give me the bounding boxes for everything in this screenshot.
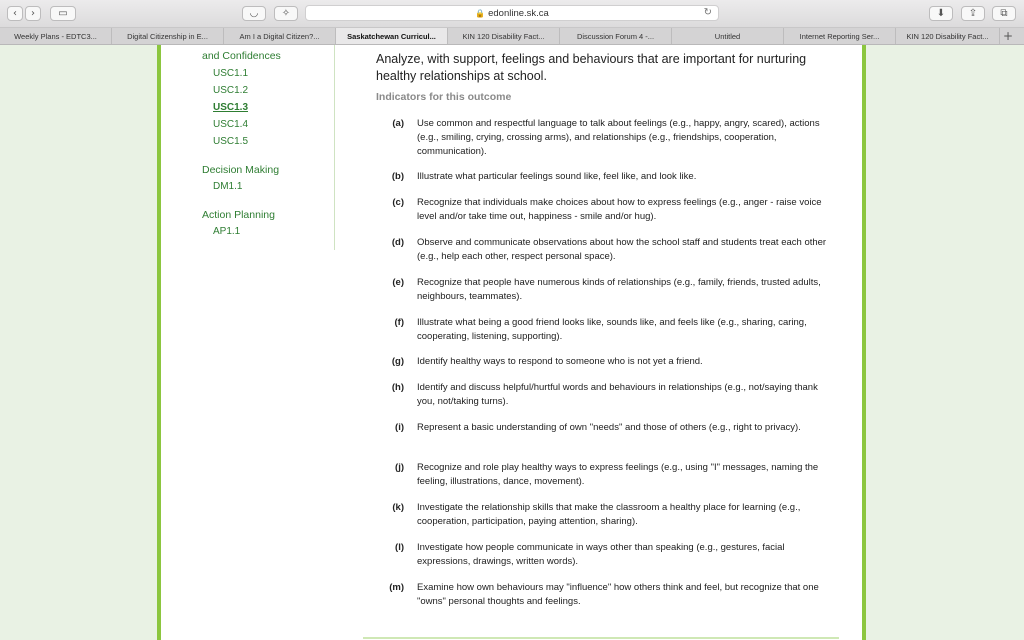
indicator-text: Identify and discuss helpful/hurtful words and behaviours in relationships (e.g., not/saying thank you, not/taking turns).	[417, 382, 818, 407]
indicator-letter: (j)	[395, 462, 404, 473]
nav-link-usc1-4[interactable]: USC1.4	[213, 119, 249, 130]
tab[interactable]: Untitled	[672, 28, 784, 44]
url-text: edonline.sk.ca	[488, 7, 549, 19]
share-button[interactable]	[961, 6, 985, 21]
indicator-letter: (i)	[395, 422, 404, 433]
downloads-button[interactable]	[929, 6, 953, 21]
nav-link-usc1-5[interactable]: USC1.5	[213, 136, 249, 147]
tab-bar	[0, 28, 1024, 45]
indicator-letter: (b)	[391, 171, 404, 182]
tabs-icon: ⧉	[1000, 8, 1008, 19]
download-icon: ⬇	[936, 8, 946, 19]
new-tab-button[interactable]	[1000, 28, 1016, 44]
nav-link-usc1-1[interactable]: USC1.1	[213, 68, 249, 79]
reload-icon[interactable]: ↻	[703, 7, 712, 18]
outcome-side-nav	[202, 45, 335, 250]
indicator-letter: (c)	[392, 197, 404, 208]
nav-group-heading: Action Planning	[202, 209, 275, 221]
nav-group-heading: Decision Making	[202, 164, 280, 176]
sidebar-icon: ▭	[58, 8, 68, 19]
indicator-text: Observe and communicate observations about how the school staff and students treat each other (e.g., help each other, respect personal space).	[417, 237, 827, 262]
indicator-text: Use common and respectful language to talk about feelings (e.g., happy, angry, scared), actions (e.g., smiling, crying, crossing arms), and relationships (e.g., friendships, cooperation, communication).	[417, 118, 820, 157]
indicator-text: Illustrate what particular feelings sound like, feel like, and look like.	[417, 171, 697, 182]
indicator-text: Recognize that individuals make choices about how to express feelings (e.g., anger - raise voice level and/or take time out, happiness - smile and/or hug).	[417, 197, 822, 222]
indicator-letter: (l)	[395, 542, 404, 553]
indicators-heading: Indicators for this outcome	[376, 91, 512, 103]
section-divider	[363, 637, 839, 639]
extension-button-2[interactable]	[274, 6, 298, 21]
indicator-letter: (f)	[394, 317, 404, 328]
indicator-text: Investigate the relationship skills that make the classroom a healthy place for learning (e.g., cooperation, participation, paying attention, sharing).	[417, 502, 801, 527]
tab[interactable]: Weekly Plans - EDTC3...	[0, 28, 112, 44]
plus-icon: +	[1002, 29, 1014, 43]
chevron-left-icon: ‹	[13, 8, 17, 19]
indicator-text: Represent a basic understanding of own "needs" and those of others (e.g., right to privacy).	[417, 422, 801, 433]
tab-active[interactable]: Saskatchewan Curricul...	[336, 28, 448, 44]
indicator-text: Investigate how people communicate in ways other than speaking (e.g., gestures, facial expressions, drawings, written words).	[417, 542, 785, 567]
indicator-letter: (h)	[391, 382, 404, 393]
sidebar-toggle-button[interactable]	[50, 6, 76, 21]
indicator-text: Examine how own behaviours may "influence" how others think and feel, but recognize that one "owns" personal thoughts and feelings.	[417, 582, 819, 607]
tab[interactable]: Digital Citizenship in E...	[112, 28, 224, 44]
nav-link-usc1-3-current[interactable]: USC1.3	[213, 102, 249, 113]
nav-group-heading: and Confidences	[202, 50, 281, 62]
indicator-letter: (k)	[392, 502, 404, 513]
tab[interactable]: Am I a Digital Citizen?...	[224, 28, 336, 44]
nav-link-dm1-1[interactable]: DM1.1	[213, 181, 243, 192]
tab[interactable]: KIN 120 Disability Fact...	[448, 28, 560, 44]
tab[interactable]: Discussion Forum 4 -...	[560, 28, 672, 44]
indicator-text: Recognize that people have numerous kinds of relationships (e.g., family, friends, trusted adults, neighbours, teammates).	[417, 277, 821, 302]
indicator-text: Illustrate what being a good friend looks like, sounds like, and feels like (e.g., sharing, caring, cooperating, listening, supporting).	[417, 317, 807, 342]
chevron-right-icon: ›	[31, 8, 35, 19]
extension-button[interactable]	[242, 6, 266, 21]
forward-button[interactable]	[25, 6, 41, 21]
indicator-letter: (g)	[391, 356, 404, 367]
tabs-overview-button[interactable]	[992, 6, 1016, 21]
lock-icon: 🔒	[475, 8, 486, 18]
tab[interactable]: KIN 120 Disability Fact...	[896, 28, 1000, 44]
nav-link-ap1-1[interactable]: AP1.1	[213, 226, 241, 237]
accessibility-icon: ✧	[281, 8, 291, 19]
indicator-letter: (d)	[391, 237, 404, 248]
page-content	[157, 45, 866, 640]
pocket-icon: ◡	[249, 8, 259, 19]
outcome-statement: Analyze, with support, feelings and behaviours that are important for nurturing healthy relationships at school.	[376, 52, 807, 83]
nav-link-usc1-2[interactable]: USC1.2	[213, 85, 249, 96]
browser-toolbar	[0, 0, 1024, 28]
indicator-letter: (m)	[389, 582, 404, 593]
tab[interactable]: Internet Reporting Ser...	[784, 28, 896, 44]
address-bar[interactable]	[305, 5, 719, 21]
indicator-letter: (a)	[392, 118, 404, 129]
back-button[interactable]	[7, 6, 23, 21]
share-icon: ⇪	[968, 8, 978, 19]
indicator-text: Recognize and role play healthy ways to express feelings (e.g., using "I" messages, naming the feeling, illustrations, dance, movement).	[417, 462, 819, 487]
indicator-text: Identify healthy ways to respond to someone who is not yet a friend.	[417, 356, 703, 367]
indicator-letter: (e)	[392, 277, 404, 288]
